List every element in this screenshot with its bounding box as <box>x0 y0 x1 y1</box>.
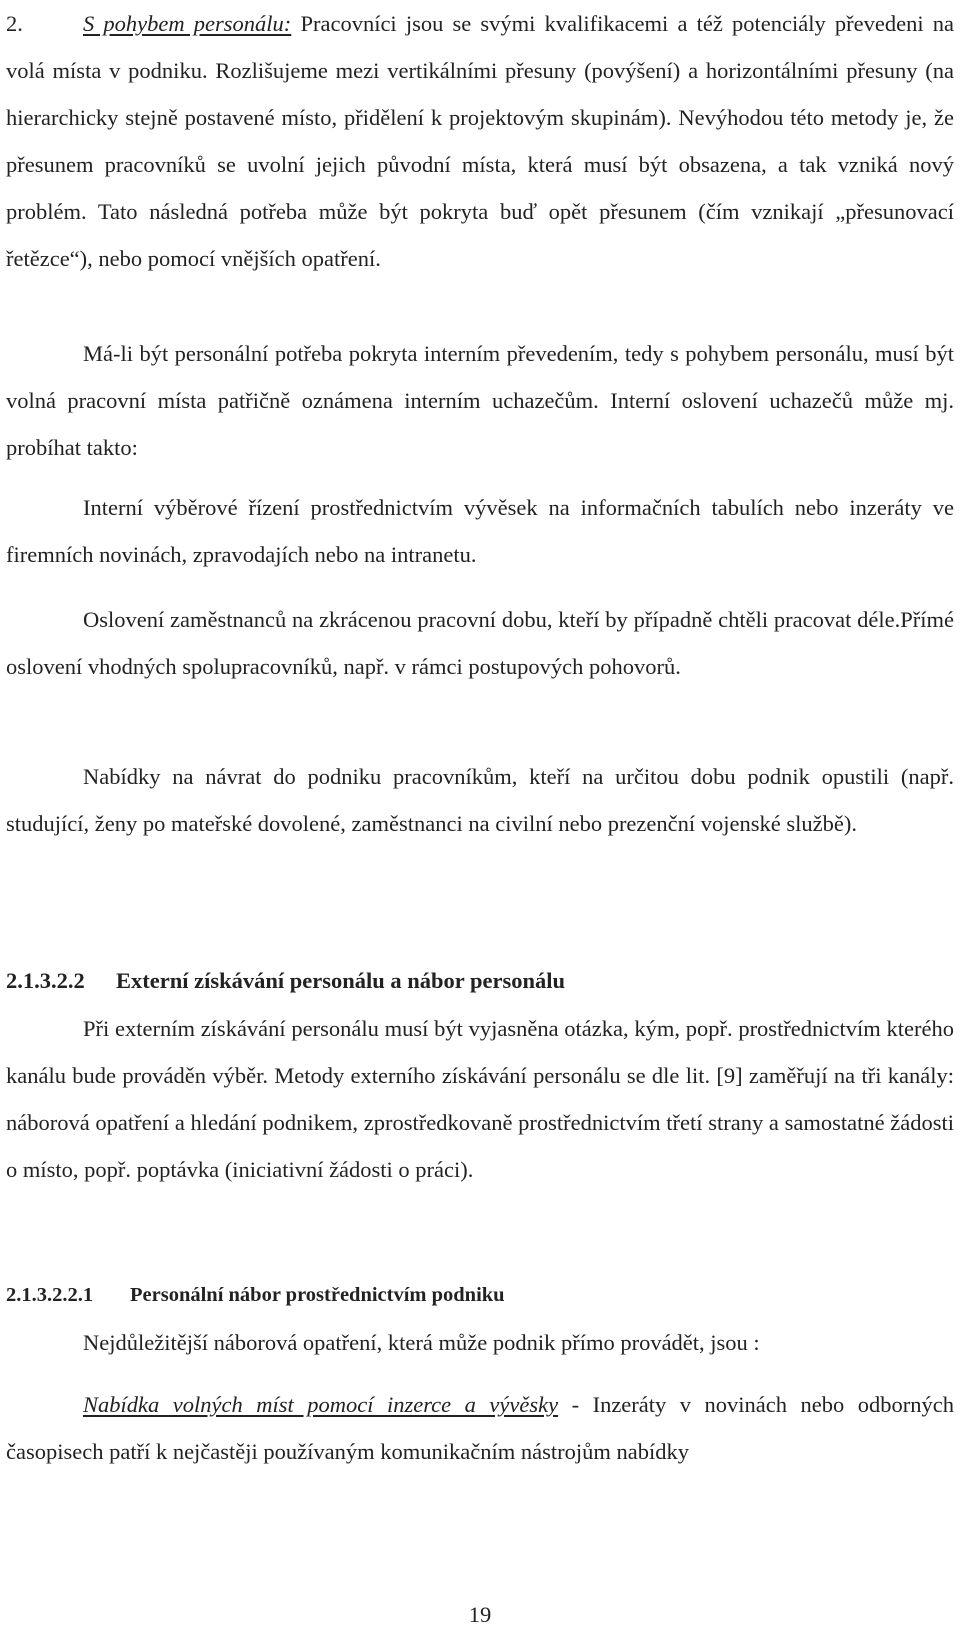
subsection-number: 2.1.3.2.2.1 <box>6 1284 94 1306</box>
paragraph-part-time-staff: Oslovení zaměstnanců na zkrácenou pracovní dobu, kteří by případně chtěli pracovat déle.Přímé oslovení vhodných spolupracovníků, např. v rámci postupových pohovorů. <box>6 607 954 679</box>
list-item-text: Pracovníci jsou se svými kvalifikacemi a též potenciály převedeni na volá místa v podniku. Rozlišujeme mezi vertikálními přesuny (povýšení) a horizontálními přesuny (na hierarchicky stejně postavené místo, přidělení k projektovým skupinám). Nevýhodou této metody je, že přesunem pracovníků se uvolní jejich původní místa, která musí být obsazena, a tak vzniká nový problém. Tato následná potřeba může být pokryta buď opět přesunem (čím vznikají „přesunovací řetězce“), nebo pomocí vnějších opatření. <box>6 11 954 271</box>
section-heading-external <box>6 966 954 996</box>
list-item-label: S pohybem personálu: <box>83 11 292 36</box>
page-number: 19 <box>468 1602 492 1627</box>
paragraph-internal-selection: Interní výběrové řízení prostřednictvím vývěsek na informačních tabulích nebo inzeráty ve firemních novinách, zpravodajích nebo na intranetu. <box>6 495 954 567</box>
list-number: 2. <box>6 11 23 36</box>
paragraph-recruitment-measures: Nejdůležitější náborová opatření, která může podnik přímo provádět, jsou : <box>83 1330 760 1355</box>
section-title: Externí získávání personálu a nábor personálu <box>116 968 566 993</box>
paragraph-return-offers: Nabídky na návrat do podniku pracovníkům, kteří na určitou dobu podnik opustili (např. studující, ženy po mateřské dovolené, zaměstnanci na civilní nebo prezenční vojenské službě). <box>6 764 954 836</box>
paragraph-internal-transfer: Má-li být personální potřeba pokryta interním převedením, tedy s pohybem personálu, musí být volná pracovní místa patřičně oznámena interním uchazečům. Interní oslovení uchazečů může mj. probíhat takto: <box>6 341 954 460</box>
subsection-heading-recruitment <box>6 1280 954 1310</box>
paragraph-external-recruitment: Při externím získávání personálu musí být vyjasněna otázka, kým, popř. prostřednictvím kterého kanálu bude prováděn výběr. Metody externího získávání personálu se dle lit. [9] zaměřují na tři kanály: náborová opatření a hledání podnikem, zprostředkovaně prostřednictvím třetí strany a samostatné žádosti o místo, popř. poptávka (iniciativní žádosti o práci). <box>6 1016 954 1182</box>
job-ads-text: - Inzeráty v novinách nebo odborných časopisech patří k nejčastěji používaným komunikačním nástrojům nabídky <box>6 1392 954 1464</box>
section-number: 2.1.3.2.2 <box>6 968 85 993</box>
list-item-2 <box>6 0 954 282</box>
job-ads-label: Nabídka volných míst pomocí inzerce a vývěsky <box>83 1392 559 1417</box>
paragraph-job-ads <box>6 1381 954 1475</box>
subsection-title: Personální nábor prostřednictvím podniku <box>130 1284 505 1306</box>
